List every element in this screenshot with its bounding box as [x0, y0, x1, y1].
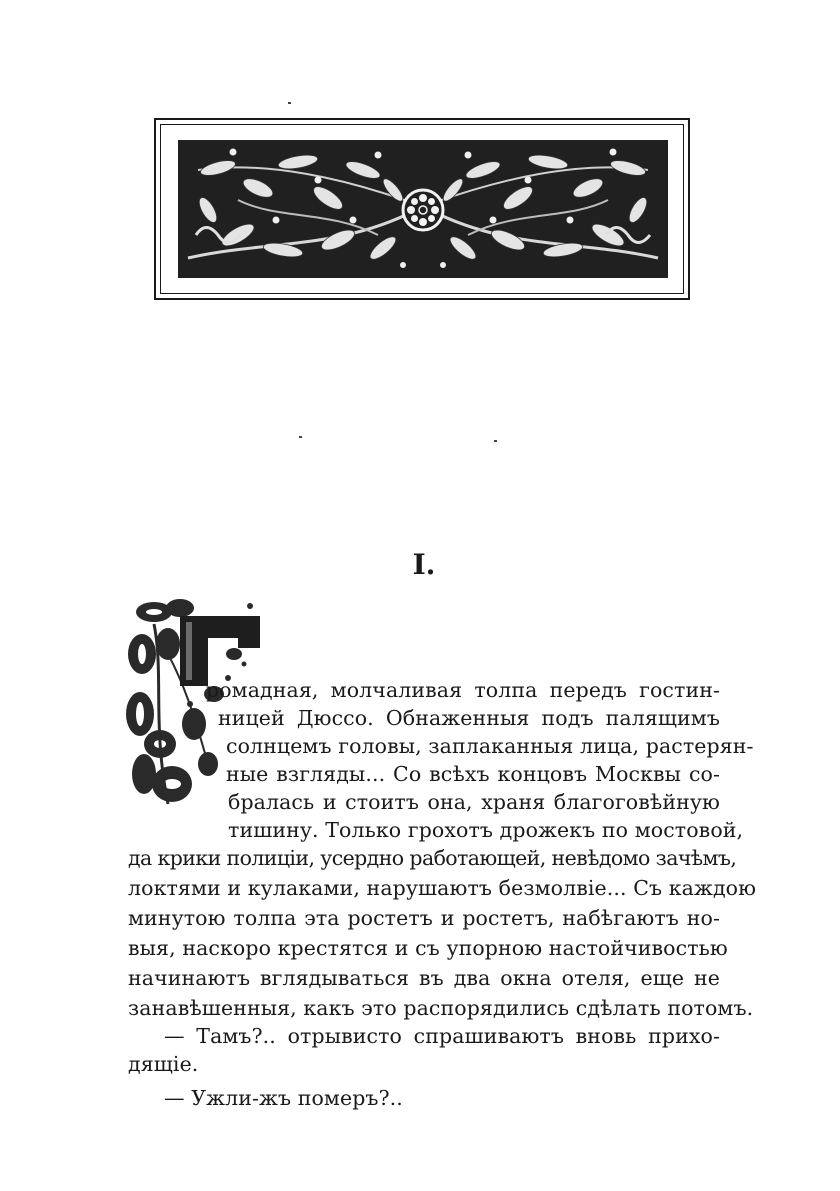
text-line: ницей Дюссо. Обнаженныя подъ палящимъ: [218, 706, 720, 730]
text-line: бралась и стоитъ она, храня благоговѣйную: [228, 790, 720, 814]
headpiece-ornament: [154, 118, 690, 300]
text-line: локтями и кулаками, нарушаютъ безмолвіе... Съ каждою: [128, 876, 757, 900]
text-line: минутою толпа эта ростетъ и ростетъ, набѣгаютъ но-: [128, 906, 720, 930]
print-speck: [299, 436, 302, 438]
text-line: ромадная, молчаливая толпа передъ гостин-: [206, 678, 720, 702]
text-line: солнцемъ головы, заплаканныя лица, растерян-: [226, 734, 754, 758]
text-line: ные взгляды... Со всѣхъ концовъ Москвы со-: [226, 762, 720, 786]
print-speck: [288, 102, 291, 104]
text-line: занавѣшенныя, какъ это распорядились сдѣлать потомъ.: [128, 996, 754, 1020]
text-line: да крики полиціи, усердно работающей, невѣдомо зачѣмъ,: [128, 846, 737, 870]
text-line: дящіе.: [128, 1052, 199, 1076]
foliage-ornament-icon: [178, 140, 668, 278]
chapter-number: I.: [412, 548, 436, 581]
print-speck: [494, 440, 497, 442]
text-line: тишину. Только грохотъ дрожекъ по мостовой,: [228, 818, 744, 842]
text-line: начинаютъ вглядываться въ два окна отеля, еще не: [128, 966, 720, 990]
text-line: выя, наскоро крестятся и съ упорною настойчивостью: [128, 936, 728, 960]
text-line: — Тамъ?.. отрывисто спрашиваютъ вновь прихо-: [164, 1024, 720, 1048]
text-line: — Ужли-жъ померъ?..: [164, 1086, 403, 1110]
